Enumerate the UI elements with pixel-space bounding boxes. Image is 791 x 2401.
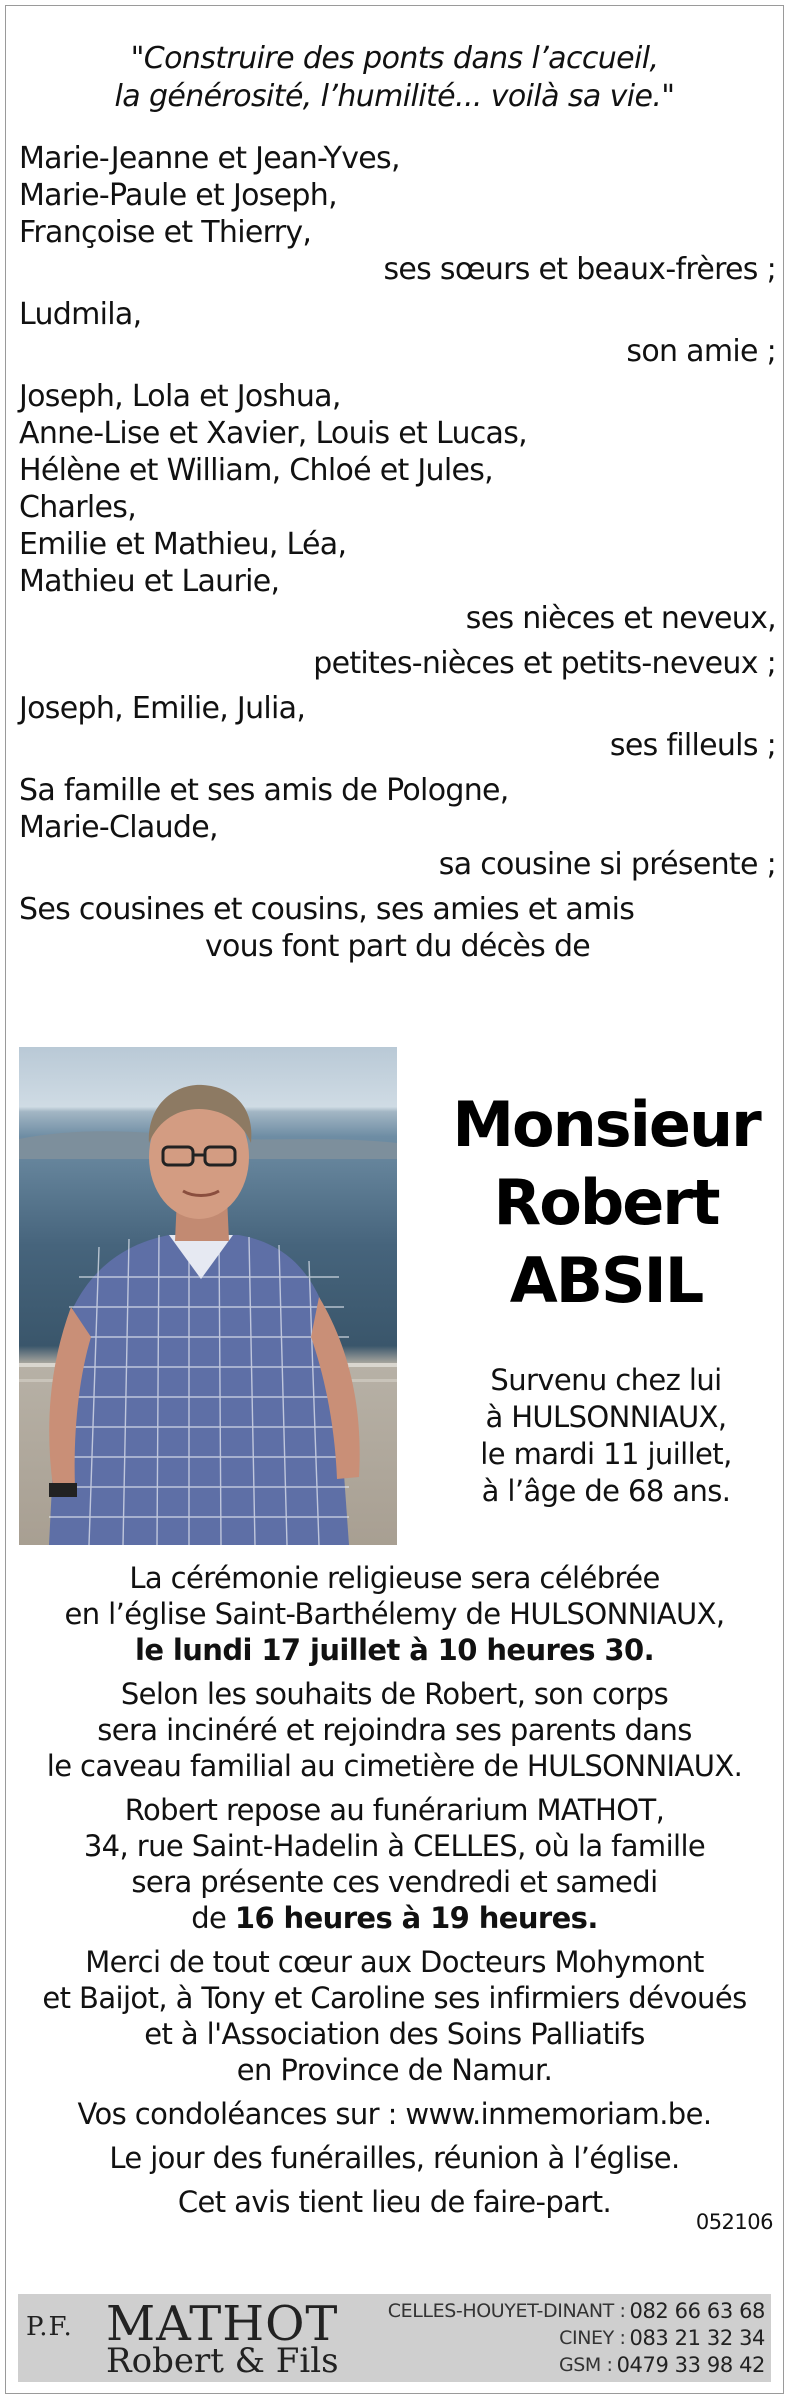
family-line: vous font part du décès de <box>204 929 591 964</box>
text-line: le caveau familial au cimetière de HULSONNIAUX. <box>46 1749 743 1783</box>
death-info <box>426 1362 784 1510</box>
name-title: Monsieur <box>452 1088 760 1161</box>
logo-pf: P.F. <box>26 2312 73 2342</box>
family-line: son amie ; <box>626 334 776 369</box>
quote-line: la générosité, l’humilité... voilà sa vie." <box>114 79 675 114</box>
ceremony-details <box>6 1560 783 2228</box>
ceremony-date: le lundi 17 juillet à 10 heures 30. <box>135 1633 654 1667</box>
family-line: Ludmila, <box>19 297 142 332</box>
death-line: Survenu chez lui <box>490 1363 722 1397</box>
quote-line: "Construire des ponts dans l’accueil, <box>130 41 659 76</box>
notice-line: Cet avis tient lieu de faire-part. <box>177 2185 612 2219</box>
funeral-home-logo <box>18 2294 362 2382</box>
death-line: à HULSONNIAUX, <box>485 1400 727 1434</box>
opening-quote <box>6 40 783 116</box>
name-last: ABSIL <box>509 1244 703 1317</box>
contact-place: CELLES-HOUYET-DINANT : <box>387 2299 626 2322</box>
family-line: Anne-Lise et Xavier, Louis et Lucas, <box>19 416 528 451</box>
obituary-notice <box>5 5 784 2394</box>
family-line: Ses cousines et cousins, ses amies et amis <box>19 892 635 927</box>
name-first: Robert <box>493 1166 719 1239</box>
contact-place: GSM : <box>558 2353 613 2376</box>
text-line: et à l'Association des Soins Palliatifs <box>144 2017 645 2051</box>
text-line: Selon les souhaits de Robert, son corps <box>120 1677 669 1711</box>
text-line: sera incinéré et rejoindra ses parents dans <box>97 1713 692 1747</box>
family-line: Charles, <box>19 490 137 525</box>
contact-phone: 083 21 32 34 <box>629 2325 765 2350</box>
text-line: et Baijot, à Tony et Caroline ses infirmiers dévoués <box>42 1981 747 2015</box>
contact-row <box>362 2298 765 2325</box>
contact-place: CINEY : <box>559 2326 626 2349</box>
cremation-paragraph <box>6 1676 783 1784</box>
text-line: sera présente ces vendredi et samedi <box>131 1865 658 1899</box>
thanks-paragraph <box>6 1944 783 2088</box>
family-line: Joseph, Emilie, Julia, <box>19 691 306 726</box>
funerarium-paragraph <box>6 1792 783 1936</box>
family-line: sa cousine si présente ; <box>438 847 776 882</box>
text-line: 34, rue Saint-Hadelin à CELLES, où la famille <box>83 1829 706 1863</box>
family-list <box>19 140 776 965</box>
family-line: Marie-Claude, <box>19 810 218 845</box>
family-line: Emilie et Mathieu, Léa, <box>19 527 347 562</box>
death-line: le mardi 11 juillet, <box>480 1437 732 1471</box>
family-line: Marie-Paule et Joseph, <box>19 178 337 213</box>
reference-number: 052106 <box>695 2210 773 2234</box>
portrait-photo <box>19 1047 397 1545</box>
contact-list <box>362 2298 771 2379</box>
condolences-line: Vos condoléances sur : www.inmemoriam.be. <box>77 2097 712 2131</box>
text-line: Robert repose au funérarium MATHOT, <box>124 1793 665 1827</box>
funeral-home-banner <box>18 2294 771 2382</box>
family-line: ses sœurs et beaux-frères ; <box>383 252 776 287</box>
visiting-hours: 16 heures à 19 heures. <box>234 1901 598 1935</box>
text-line: en l’église Saint-Barthélemy de HULSONNIAUX, <box>64 1597 725 1631</box>
contact-row <box>362 2325 765 2352</box>
family-line: Sa famille et ses amis de Pologne, <box>19 773 509 808</box>
deceased-name <box>426 1086 784 1320</box>
logo-sub: Robert & Fils <box>106 2341 339 2381</box>
text-line: en Province de Namur. <box>236 2053 553 2087</box>
family-line: ses nièces et neveux, <box>465 601 776 636</box>
contact-phone: 0479 33 98 42 <box>616 2352 765 2377</box>
contact-row <box>362 2352 765 2379</box>
reunion-line: Le jour des funérailles, réunion à l’église. <box>109 2141 680 2175</box>
family-line: petites-nièces et petits-neveux ; <box>313 646 776 681</box>
family-line: Joseph, Lola et Joshua, <box>19 379 341 414</box>
family-line: Mathieu et Laurie, <box>19 564 280 599</box>
text-fragment: de <box>191 1901 235 1935</box>
ceremony-paragraph <box>6 1560 783 1668</box>
family-line: Françoise et Thierry, <box>19 215 312 250</box>
text-line: La cérémonie religieuse sera célébrée <box>129 1561 660 1595</box>
family-line: Hélène et William, Chloé et Jules, <box>19 453 494 488</box>
logo-name: MATHOT <box>106 2296 339 2352</box>
text-line: Merci de tout cœur aux Docteurs Mohymont <box>85 1945 704 1979</box>
family-line: ses filleuls ; <box>609 728 776 763</box>
contact-phone: 082 66 63 68 <box>629 2298 765 2323</box>
family-line: Marie-Jeanne et Jean-Yves, <box>19 141 400 176</box>
death-line: à l’âge de 68 ans. <box>481 1474 731 1508</box>
